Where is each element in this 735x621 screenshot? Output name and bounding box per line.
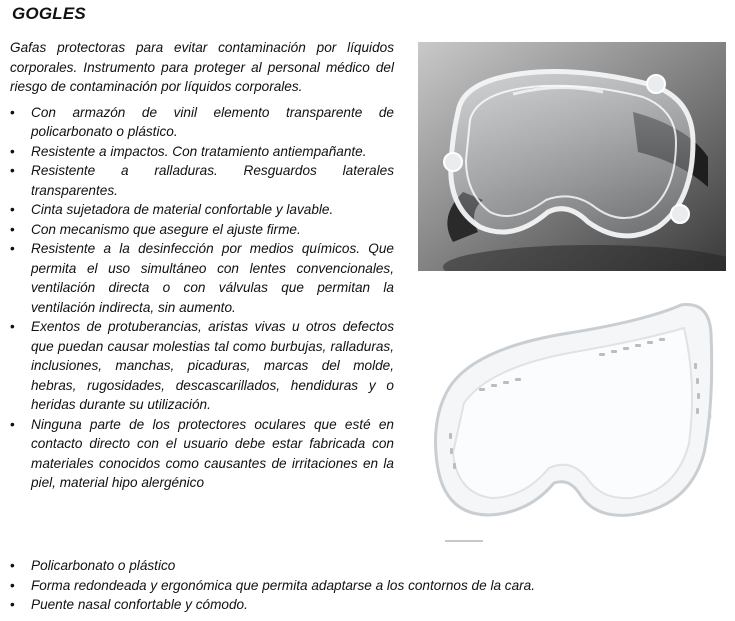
goggles-photo-light (419, 293, 727, 546)
list-item: • Con mecanismo que asegure el ajuste firme. (10, 220, 394, 240)
list-item: • Con armazón de vinil elemento transparente de policarbonato o plástico. (10, 103, 394, 142)
list-item: • Resistente a la desinfección por medios químicos. Que permita el uso simultáneo con lentes convencionales, ventilación directa o con válvulas que permitan la ventilación indirecta, sin aumento. (10, 239, 394, 317)
text-column (10, 38, 394, 493)
feature-list-wide (10, 556, 730, 615)
intro-paragraph: Gafas protectoras para evitar contaminación por líquidos corporales. Instrumento para proteger al personal médico del riesgo de contaminación por líquidos corporales. (10, 40, 394, 94)
list-item: • Resistente a impactos. Con tratamiento antiempañante. (10, 142, 394, 162)
list-item: • Exentos de protuberancias, aristas vivas u otros defectos que puedan causar molestias tal como burbujas, ralladuras, inclusiones, manchas, picaduras, marcas del molde, hebras, rugosidades, descascarillados, hendiduras y o heridas durante su utilización. (10, 317, 394, 415)
list-item: • Puente nasal confortable y cómodo. (10, 595, 730, 615)
list-item: • Cinta sujetadora de material confortable y lavable. (10, 200, 394, 220)
list-item: • Forma redondeada y ergonómica que permita adaptarse a los contornos de la cara. (10, 576, 730, 596)
page-title: GOGLES (12, 4, 86, 23)
list-item: • Ninguna parte de los protectores oculares que esté en contacto directo con el usuario debe estar fabricada con materiales conocidos como causantes de irritaciones en la piel, material hipo alergénico (10, 415, 394, 493)
list-item: • Policarbonato o plástico (10, 556, 730, 576)
feature-list (10, 103, 394, 493)
list-item: • Resistente a ralladuras. Resguardos laterales transparentes. (10, 161, 394, 200)
goggles-photo-dark (418, 42, 726, 271)
